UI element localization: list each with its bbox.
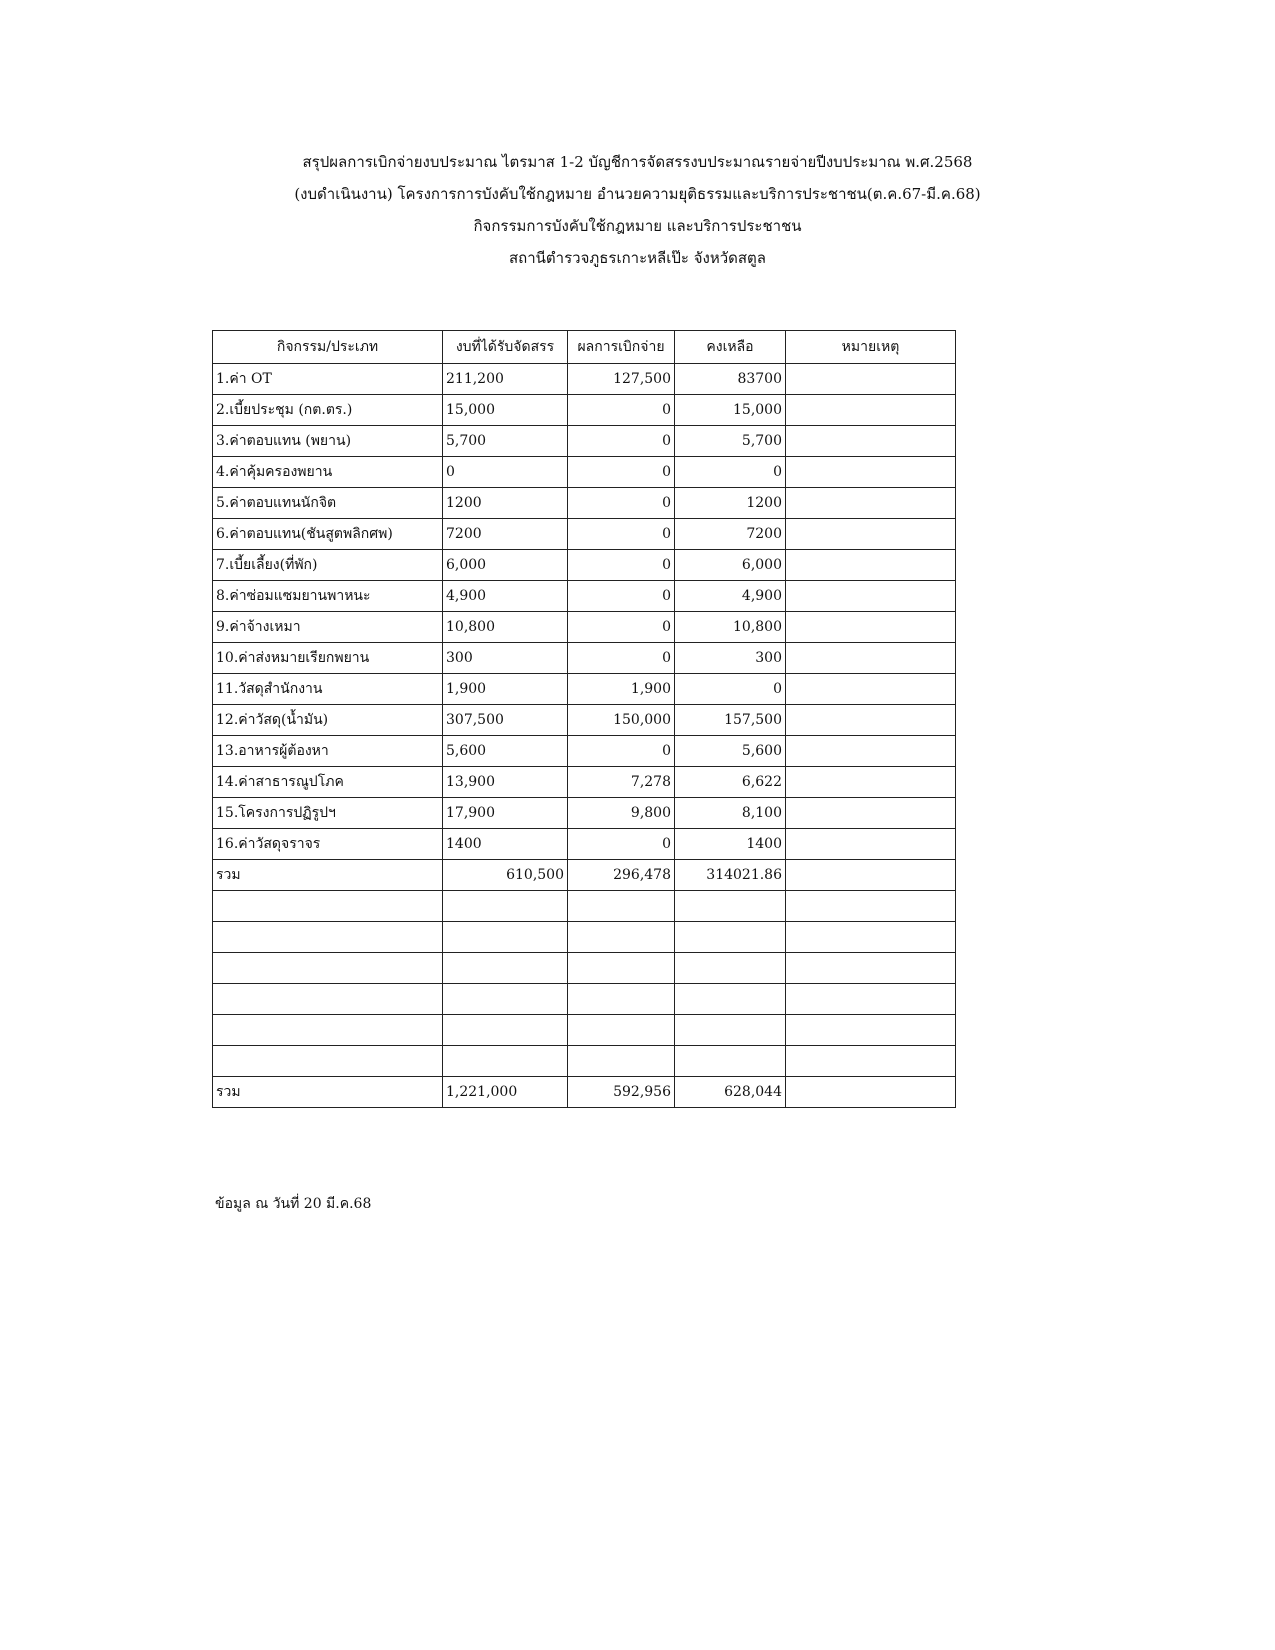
empty-cell [443, 953, 568, 984]
cell-remarks [786, 488, 956, 519]
report-title-line-3: กิจกรรมการบังคับใช้กฎหมาย และบริการประชาชน [473, 217, 802, 235]
table-row [213, 488, 956, 519]
table-row [213, 395, 956, 426]
cell-allocated: 300 [443, 643, 568, 674]
cell-allocated: 17,900 [443, 798, 568, 829]
header-remaining: คงเหลือ [675, 331, 786, 364]
cell-remaining: 8,100 [675, 798, 786, 829]
cell-activity: 5.ค่าตอบแทนนักจิต [213, 488, 443, 519]
empty-cell [568, 984, 675, 1015]
header-remarks: หมายเหตุ [786, 331, 956, 364]
empty-cell [786, 891, 956, 922]
empty-cell [443, 922, 568, 953]
cell-allocated: 5,700 [443, 426, 568, 457]
cell-activity: 10.ค่าส่งหมายเรียกพยาน [213, 643, 443, 674]
table-row [213, 674, 956, 705]
total-remaining: 628,044 [675, 1077, 786, 1108]
empty-cell [213, 953, 443, 984]
budget-table [212, 330, 956, 1108]
table-row [213, 364, 956, 395]
cell-activity: 4.ค่าคุ้มครองพยาน [213, 457, 443, 488]
subtotal-allocated: 610,500 [443, 860, 568, 891]
table-row [213, 798, 956, 829]
cell-disbursed: 0 [568, 426, 675, 457]
cell-activity: 13.อาหารผู้ต้องหา [213, 736, 443, 767]
header-disbursed: ผลการเบิกจ่าย [568, 331, 675, 364]
empty-cell [213, 891, 443, 922]
cell-remarks [786, 705, 956, 736]
cell-remaining: 5,600 [675, 736, 786, 767]
cell-activity: 15.โครงการปฏิรูปฯ [213, 798, 443, 829]
cell-remarks [786, 829, 956, 860]
subtotal-remarks [786, 860, 956, 891]
cell-remarks [786, 767, 956, 798]
empty-row [213, 1015, 956, 1046]
cell-allocated: 13,900 [443, 767, 568, 798]
report-header [0, 146, 1275, 274]
empty-cell [568, 1046, 675, 1077]
table-row [213, 581, 956, 612]
empty-cell [568, 891, 675, 922]
cell-remaining: 7200 [675, 519, 786, 550]
cell-allocated: 7200 [443, 519, 568, 550]
empty-cell [675, 1046, 786, 1077]
cell-remaining: 5,700 [675, 426, 786, 457]
cell-activity: 14.ค่าสาธารณูปโภค [213, 767, 443, 798]
cell-disbursed: 0 [568, 612, 675, 643]
empty-cell [786, 1046, 956, 1077]
cell-allocated: 307,500 [443, 705, 568, 736]
empty-cell [213, 984, 443, 1015]
table-row [213, 767, 956, 798]
empty-row [213, 1046, 956, 1077]
cell-remaining: 6,000 [675, 550, 786, 581]
cell-remaining: 10,800 [675, 612, 786, 643]
table-row [213, 457, 956, 488]
cell-remarks [786, 643, 956, 674]
empty-cell [675, 891, 786, 922]
cell-allocated: 5,600 [443, 736, 568, 767]
cell-allocated: 0 [443, 457, 568, 488]
table-row [213, 612, 956, 643]
cell-disbursed: 1,900 [568, 674, 675, 705]
empty-cell [443, 1046, 568, 1077]
cell-remarks [786, 612, 956, 643]
empty-cell [568, 922, 675, 953]
cell-activity: 16.ค่าวัสดุจราจร [213, 829, 443, 860]
empty-cell [568, 953, 675, 984]
header-activity: กิจกรรม/ประเภท [213, 331, 443, 364]
cell-remarks [786, 581, 956, 612]
total-remarks [786, 1077, 956, 1108]
cell-activity: 7.เบี้ยเลี้ยง(ที่พัก) [213, 550, 443, 581]
empty-cell [568, 1015, 675, 1046]
empty-cell [675, 984, 786, 1015]
cell-allocated: 4,900 [443, 581, 568, 612]
total-allocated: 1,221,000 [443, 1077, 568, 1108]
empty-cell [213, 922, 443, 953]
subtotal-remaining: 314021.86 [675, 860, 786, 891]
report-title-line-4: สถานีตำรวจภูธรเกาะหลีเป๊ะ จังหวัดสตูล [509, 249, 766, 267]
empty-row [213, 984, 956, 1015]
cell-remaining: 0 [675, 674, 786, 705]
empty-row [213, 922, 956, 953]
cell-remaining: 0 [675, 457, 786, 488]
header-allocated: งบที่ได้รับจัดสรร [443, 331, 568, 364]
cell-disbursed: 7,278 [568, 767, 675, 798]
cell-activity: 9.ค่าจ้างเหมา [213, 612, 443, 643]
cell-allocated: 1400 [443, 829, 568, 860]
empty-row [213, 953, 956, 984]
cell-disbursed: 0 [568, 457, 675, 488]
cell-disbursed: 0 [568, 519, 675, 550]
cell-remaining: 83700 [675, 364, 786, 395]
cell-disbursed: 0 [568, 736, 675, 767]
cell-allocated: 15,000 [443, 395, 568, 426]
cell-remaining: 1400 [675, 829, 786, 860]
cell-remarks [786, 550, 956, 581]
cell-remaining: 300 [675, 643, 786, 674]
table-header-row [213, 331, 956, 364]
empty-row [213, 891, 956, 922]
empty-cell [786, 922, 956, 953]
total-row [213, 1077, 956, 1108]
cell-remarks [786, 395, 956, 426]
cell-remarks [786, 519, 956, 550]
table-row [213, 705, 956, 736]
empty-cell [786, 1015, 956, 1046]
subtotal-disbursed: 296,478 [568, 860, 675, 891]
empty-cell [443, 984, 568, 1015]
empty-cell [675, 953, 786, 984]
cell-activity: 12.ค่าวัสดุ(น้ำมัน) [213, 705, 443, 736]
cell-activity: 6.ค่าตอบแทน(ชันสูตพลิกศพ) [213, 519, 443, 550]
cell-remaining: 157,500 [675, 705, 786, 736]
cell-activity: 8.ค่าซ่อมแซมยานพาหนะ [213, 581, 443, 612]
cell-remarks [786, 364, 956, 395]
cell-activity: 2.เบี้ยประชุม (กต.ตร.) [213, 395, 443, 426]
cell-disbursed: 0 [568, 550, 675, 581]
report-title-line-1: สรุปผลการเบิกจ่ายงบประมาณ ไตรมาส 1-2 บัญชีการจัดสรรงบประมาณรายจ่ายปีงบประมาณ พ.ศ.2568 [302, 153, 973, 171]
empty-cell [213, 1015, 443, 1046]
subtotal-row [213, 860, 956, 891]
subtotal-label: รวม [213, 860, 443, 891]
table-row [213, 736, 956, 767]
cell-disbursed: 9,800 [568, 798, 675, 829]
empty-cell [675, 1015, 786, 1046]
empty-cell [675, 922, 786, 953]
report-title-line-2: (งบดำเนินงาน) โครงการการบังคับใช้กฎหมาย อำนวยความยุติธรรมและบริการประชาชน(ต.ค.67-มี.ค.68) [294, 185, 981, 203]
cell-remarks [786, 674, 956, 705]
cell-disbursed: 127,500 [568, 364, 675, 395]
cell-remaining: 6,622 [675, 767, 786, 798]
cell-remarks [786, 798, 956, 829]
cell-disbursed: 150,000 [568, 705, 675, 736]
cell-remaining: 1200 [675, 488, 786, 519]
cell-remarks [786, 426, 956, 457]
data-as-of-note: ข้อมูล ณ วันที่ 20 มี.ค.68 [215, 1196, 372, 1212]
table-row [213, 519, 956, 550]
cell-activity: 1.ค่า OT [213, 364, 443, 395]
cell-disbursed: 0 [568, 488, 675, 519]
cell-disbursed: 0 [568, 643, 675, 674]
cell-disbursed: 0 [568, 581, 675, 612]
cell-remaining: 4,900 [675, 581, 786, 612]
table-row [213, 426, 956, 457]
empty-cell [786, 953, 956, 984]
total-label: รวม [213, 1077, 443, 1108]
cell-allocated: 6,000 [443, 550, 568, 581]
cell-remarks [786, 736, 956, 767]
cell-activity: 11.วัสดุสำนักงาน [213, 674, 443, 705]
cell-activity: 3.ค่าตอบแทน (พยาน) [213, 426, 443, 457]
cell-remaining: 15,000 [675, 395, 786, 426]
empty-cell [786, 984, 956, 1015]
cell-allocated: 1,900 [443, 674, 568, 705]
empty-cell [213, 1046, 443, 1077]
cell-allocated: 1200 [443, 488, 568, 519]
cell-allocated: 10,800 [443, 612, 568, 643]
empty-cell [443, 1015, 568, 1046]
empty-cell [443, 891, 568, 922]
table-row [213, 550, 956, 581]
cell-remarks [786, 457, 956, 488]
cell-allocated: 211,200 [443, 364, 568, 395]
table-row [213, 643, 956, 674]
total-disbursed: 592,956 [568, 1077, 675, 1108]
cell-disbursed: 0 [568, 829, 675, 860]
table-row [213, 829, 956, 860]
cell-disbursed: 0 [568, 395, 675, 426]
